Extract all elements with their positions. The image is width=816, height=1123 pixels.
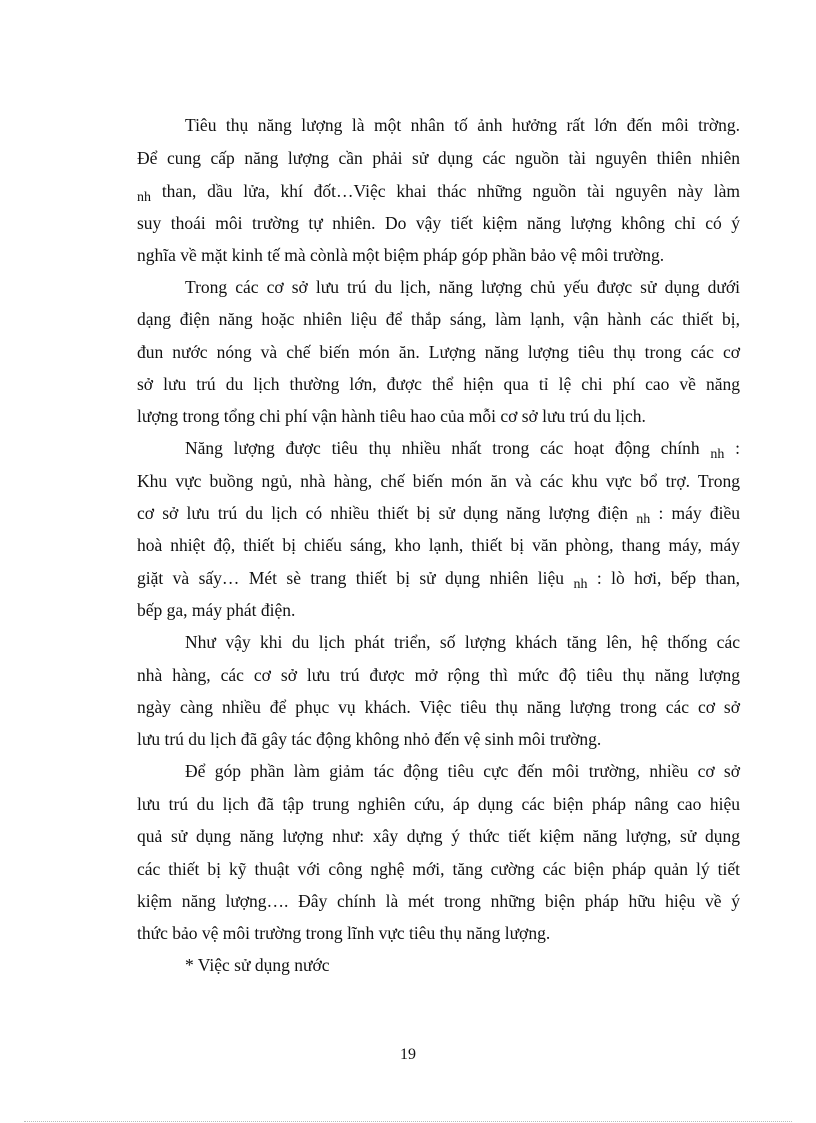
text-line: Như vậy khi du lịch phát triển, số lượng khách tăng lên, hệ thống các	[185, 632, 740, 652]
inline-fragment-nh: nh	[137, 190, 151, 205]
line-text: :	[735, 438, 741, 458]
line-text: : máy điều	[658, 503, 741, 523]
text-line: đun nước nóng và chế biến món ăn. Lượng năng lượng tiêu thụ trong các cơ	[137, 342, 740, 362]
line-text: Năng lượng được tiêu thụ nhiều nhất trong các hoạt động chính	[185, 438, 700, 458]
line-text: giặt và sấy… Mét sè trang thiết bị sử dụng nhiên liệu	[137, 568, 565, 588]
inline-fragment-nh: nh	[573, 577, 588, 592]
text-line	[137, 179, 740, 206]
text-line: sở lưu trú du lịch thường lớn, được thể hiện qua tỉ lệ chi phí cao về năng	[137, 374, 740, 394]
text-line	[137, 501, 740, 528]
text-line	[137, 566, 740, 593]
text-line: các thiết bị kỹ thuật với công nghệ mới, tăng cường các biện pháp quản lý tiết	[137, 859, 740, 879]
line-text: cơ sở lưu trú du lịch có nhiều thiết bị sử dụng năng lượng điện	[137, 503, 629, 523]
text-line: lượng trong tổng chi phí vận hành tiêu hao của mỗi cơ sở lưu trú du lịch.	[137, 406, 646, 426]
text-line: lưu trú du lịch đã gây tác động không nhỏ đến vệ sinh môi trường.	[137, 729, 602, 749]
text-line: ngày càng nhiều để phục vụ khách. Việc tiêu thụ năng lượng trong các cơ sở	[137, 697, 740, 717]
page-bottom-divider	[24, 1121, 792, 1122]
text-line: bếp ga, máy phát điện.	[137, 600, 296, 620]
text-line: dạng điện năng hoặc nhiên liệu để thắp sáng, làm lạnh, vận hành các thiết bị,	[137, 309, 740, 329]
text-line: Để góp phần làm giảm tác động tiêu cực đến môi trường, nhiều cơ sở	[185, 761, 740, 781]
text-line: nhà hàng, các cơ sở lưu trú được mở rộng thì mức độ tiêu thụ năng lượng	[137, 665, 740, 685]
text-line: quả sử dụng năng lượng như: xây dựng ý thức tiết kiệm năng lượng, sử dụng	[137, 826, 740, 846]
text-line: hoà nhiệt độ, thiết bị chiếu sáng, kho lạnh, thiết bị văn phòng, thang máy, máy	[137, 535, 740, 555]
text-line: nghĩa về mặt kinh tế mà cònlà một biệm pháp góp phần bảo vệ môi trường.	[137, 245, 665, 265]
text-line: lưu trú du lịch đã tập trung nghiên cứu, áp dụng các biện pháp nâng cao hiệu	[137, 794, 740, 814]
text-line: * Việc sử dụng nước	[185, 955, 330, 975]
text-line: kiệm năng lượng…. Đây chính là mét trong những biện pháp hữu hiệu về ý	[137, 891, 740, 911]
line-text: : lò hơi, bếp than,	[596, 568, 741, 588]
text-line	[185, 436, 740, 463]
inline-fragment-nh: nh	[636, 512, 651, 527]
text-line: Để cung cấp năng lượng cần phải sử dụng các nguồn tài nguyên thiên nhiên	[137, 148, 740, 168]
text-line: Trong các cơ sở lưu trú du lịch, năng lượng chủ yếu được sử dụng dưới	[185, 277, 740, 297]
text-line: Khu vực buồng ngủ, nhà hàng, chế biến món ăn và các khu vực bổ trợ. Trong	[137, 471, 740, 491]
line-text: than, dầu lửa, khí đốt…Việc khai thác những nguồn tài nguyên này làm	[161, 181, 741, 201]
text-line: thức bảo vệ môi trường trong lĩnh vực tiêu thụ năng lượng.	[137, 923, 551, 943]
text-line: Tiêu thụ năng lượng là một nhân tố ảnh hưởng rất lớn đến môi trờng.	[185, 115, 740, 135]
inline-fragment-nh: nh	[710, 447, 725, 462]
page-number: 19	[400, 1046, 416, 1063]
text-line: suy thoái môi trường tự nhiên. Do vậy tiết kiệm năng lượng không chỉ có ý	[137, 213, 740, 233]
